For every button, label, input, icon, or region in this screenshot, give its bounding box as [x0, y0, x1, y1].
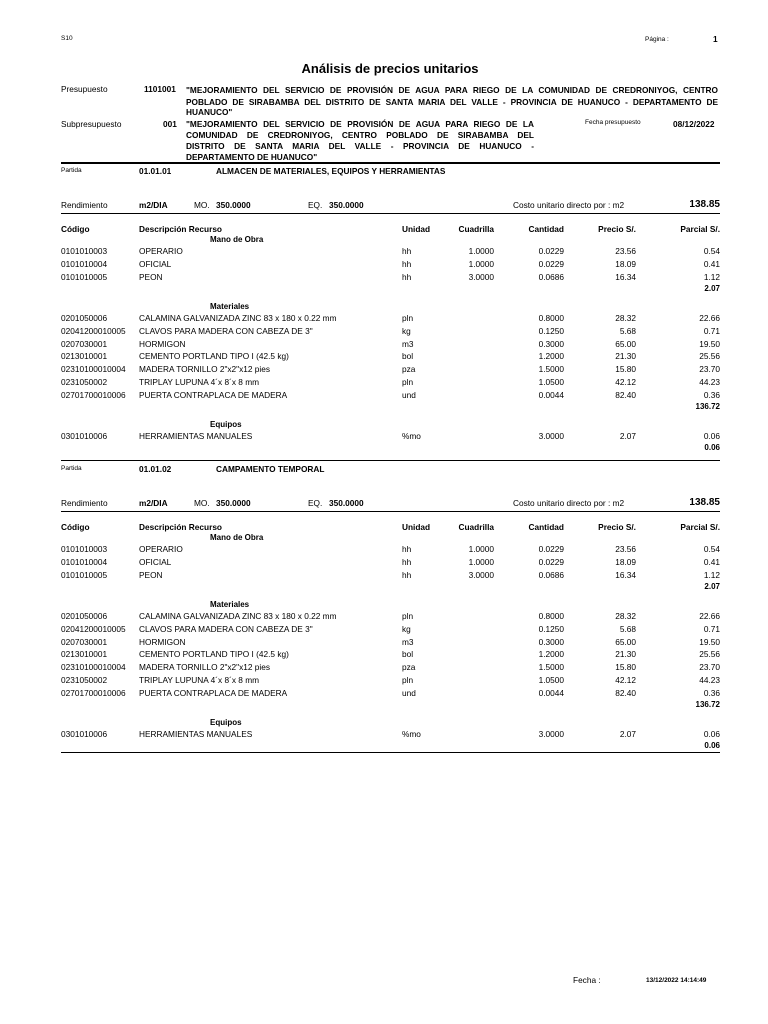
col-cuadrilla-header: Cuadrilla	[458, 224, 494, 234]
partida-code: 01.01.02	[139, 464, 172, 474]
fecha-label: Fecha :	[573, 975, 601, 985]
resource-parcial: 22.66	[699, 610, 720, 621]
table-row	[0, 675, 768, 687]
resource-code: 0101010005	[61, 271, 108, 282]
resource-code: 0213010001	[61, 649, 108, 660]
table-row	[0, 272, 768, 284]
resource-unit: kg	[402, 623, 411, 634]
col-unidad-header: Unidad	[402, 522, 431, 532]
page-number: 1	[713, 34, 718, 44]
resource-code: 02701700010006	[61, 390, 126, 401]
group-title: Mano de Obra	[210, 533, 264, 542]
group-subtotal: 136.72	[695, 402, 720, 411]
resource-description: PEON	[139, 271, 163, 282]
resource-precio: 18.09	[615, 258, 636, 269]
partida-top-rule	[61, 460, 720, 461]
resource-code: 02041200010005	[61, 325, 126, 336]
resource-cantidad: 0.8000	[538, 312, 564, 323]
resource-precio: 65.00	[615, 338, 636, 349]
resource-code: 0301010006	[61, 729, 108, 739]
resource-code: 0207030001	[61, 338, 108, 349]
resource-precio: 16.34	[615, 271, 636, 282]
resource-precio: 28.32	[615, 312, 636, 323]
table-row	[0, 688, 768, 700]
resource-code: 02041200010005	[61, 623, 126, 634]
resource-code: 02310100010004	[61, 364, 126, 375]
resource-parcial: 25.56	[699, 649, 720, 660]
fecha-value: 13/12/2022 14:14:49	[646, 977, 707, 984]
resource-code: 0231050002	[61, 675, 108, 686]
resource-cantidad: 1.0500	[538, 675, 564, 686]
costo-unitario-value: 138.85	[689, 199, 720, 210]
resource-parcial: 0.36	[703, 688, 720, 699]
resource-parcial: 22.66	[699, 312, 720, 323]
resource-unit: pln	[402, 675, 414, 686]
page-label: Página :	[645, 36, 669, 43]
col-cuadrilla-header: Cuadrilla	[458, 522, 494, 532]
resource-unit: und	[402, 390, 416, 401]
partida-top-rule	[61, 162, 720, 164]
resource-code: 0101010003	[61, 544, 108, 554]
resource-precio: 21.30	[615, 649, 636, 660]
resource-cantidad: 0.8000	[538, 610, 564, 621]
eq-value: 350.0000	[329, 200, 364, 210]
column-headers	[0, 522, 768, 534]
group-subtotal: 0.06	[704, 740, 720, 750]
resource-cantidad: 0.1250	[538, 325, 564, 336]
resource-code: 0101010003	[61, 246, 108, 256]
resource-cantidad: 0.0044	[538, 390, 564, 401]
table-row	[0, 390, 768, 402]
rendimiento-unit: m2/DIA	[139, 200, 168, 210]
resource-cantidad: 0.0229	[538, 258, 564, 269]
resource-cantidad: 0.1250	[538, 623, 564, 634]
resource-description: CEMENTO PORTLAND TIPO I (42.5 kg)	[139, 649, 289, 660]
subpresupuesto-code: 001	[163, 119, 177, 129]
resource-unit: hh	[402, 271, 412, 282]
resource-code: 0231050002	[61, 377, 108, 388]
resource-cuadrilla: 1.0000	[468, 246, 494, 256]
resource-cantidad: 1.5000	[538, 662, 564, 673]
resource-precio: 2.07	[619, 431, 636, 441]
resource-parcial: 44.23	[699, 377, 720, 388]
costo-unitario-label: Costo unitario directo por : m2	[513, 200, 625, 210]
resource-cantidad: 0.3000	[538, 338, 564, 349]
table-row	[0, 326, 768, 338]
resource-precio: 65.00	[615, 636, 636, 647]
costo-unitario-label: Costo unitario directo por : m2	[513, 498, 625, 508]
table-row	[0, 259, 768, 271]
group-title: Materiales	[210, 599, 250, 609]
subpresupuesto-line-2: COMUNIDAD DE CREDRONIYOG, CENTRO POBLADO DE SIRABAMBA DEL	[186, 130, 534, 140]
presupuesto-line-2: POBLADO DE SIRABAMBA DEL DISTRITO DE SANTA MARIA DEL VALLE - PROVINCIA DE HUANUCO - DEPARTAMENTO DE	[186, 97, 718, 107]
table-row	[0, 624, 768, 636]
resource-description: CLAVOS PARA MADERA CON CABEZA DE 3"	[139, 325, 313, 336]
resource-unit: bol	[402, 649, 414, 660]
group-subtotal: 2.07	[704, 283, 720, 293]
eq-label: EQ.	[308, 498, 323, 508]
resource-unit: hh	[402, 569, 412, 580]
resource-description: HORMIGON	[139, 636, 186, 647]
eq-value: 350.0000	[329, 498, 364, 508]
resource-description: PEON	[139, 569, 163, 580]
resource-description: HORMIGON	[139, 338, 186, 349]
mo-label: MO.	[194, 200, 210, 210]
resource-precio: 15.80	[615, 662, 636, 673]
resource-code: 0213010001	[61, 351, 108, 362]
resource-parcial: 0.71	[703, 325, 720, 336]
partida-label: Partida	[61, 465, 82, 472]
col-precio-header: Precio S/.	[598, 522, 636, 532]
resource-unit: bol	[402, 351, 414, 362]
resource-cantidad: 1.0500	[538, 377, 564, 388]
subpresupuesto-label: Subpresupuesto	[61, 119, 122, 129]
final-rule	[61, 752, 720, 753]
resource-precio: 15.80	[615, 364, 636, 375]
resource-code: 0101010004	[61, 258, 108, 269]
resource-description: HERRAMIENTAS MANUALES	[139, 729, 253, 739]
table-row	[0, 246, 768, 258]
table-row	[0, 729, 768, 741]
resource-description: CALAMINA GALVANIZADA ZINC 83 x 180 x 0.22 mm	[139, 312, 337, 323]
resource-precio: 23.56	[615, 246, 636, 256]
table-row	[0, 431, 768, 443]
resource-unit: pza	[402, 662, 416, 673]
resource-code: 02701700010006	[61, 688, 126, 699]
resource-code: 0301010006	[61, 431, 108, 441]
resource-unit: hh	[402, 544, 412, 554]
table-row	[0, 364, 768, 376]
group-subtotal: 0.06	[704, 442, 720, 452]
rendimiento-unit: m2/DIA	[139, 498, 168, 508]
resource-precio: 16.34	[615, 569, 636, 580]
col-cantidad-header: Cantidad	[528, 522, 564, 532]
resource-cuadrilla: 1.0000	[468, 258, 494, 269]
resource-description: TRIPLAY LUPUNA 4´x 8´x 8 mm	[139, 675, 260, 686]
resource-precio: 23.56	[615, 544, 636, 554]
col-codigo-header: Código	[61, 224, 90, 234]
fecha-presupuesto-label: Fecha presupuesto	[585, 119, 641, 126]
col-parcial-header: Parcial S/.	[680, 224, 720, 234]
resource-description: HERRAMIENTAS MANUALES	[139, 431, 253, 441]
resource-precio: 5.68	[619, 325, 636, 336]
resource-parcial: 44.23	[699, 675, 720, 686]
group-title: Equipos	[210, 718, 242, 727]
resource-parcial: 0.06	[703, 431, 720, 441]
rendimiento-rule	[61, 213, 720, 214]
rendimiento-label: Rendimiento	[61, 498, 108, 508]
presupuesto-code: 1101001	[144, 84, 176, 94]
resource-parcial: 1.12	[703, 569, 720, 580]
resource-precio: 42.12	[615, 377, 636, 388]
resource-description: PUERTA CONTRAPLACA DE MADERA	[139, 688, 288, 699]
rendimiento-label: Rendimiento	[61, 200, 108, 210]
resource-code: 02310100010004	[61, 662, 126, 673]
resource-unit: %mo	[402, 431, 421, 441]
resource-cantidad: 1.5000	[538, 364, 564, 375]
subpresupuesto-line-1: "MEJORAMIENTO DEL SERVICIO DE PROVISIÓN DE AGUA PARA RIEGO DE LA	[186, 119, 534, 129]
column-headers	[0, 224, 768, 236]
group-subtotal: 2.07	[704, 581, 720, 591]
table-row	[0, 611, 768, 623]
resource-description: OFICIAL	[139, 258, 172, 269]
table-row	[0, 649, 768, 661]
resource-precio: 82.40	[615, 390, 636, 401]
resource-precio: 82.40	[615, 688, 636, 699]
table-row	[0, 339, 768, 351]
col-precio-header: Precio S/.	[598, 224, 636, 234]
resource-precio: 21.30	[615, 351, 636, 362]
rendimiento-rule	[61, 511, 720, 512]
resource-cantidad: 1.2000	[538, 649, 564, 660]
col-unidad-header: Unidad	[402, 224, 431, 234]
eq-label: EQ.	[308, 200, 323, 210]
page-title: Análisis de precios unitarios	[301, 61, 479, 76]
table-row	[0, 351, 768, 363]
resource-description: CLAVOS PARA MADERA CON CABEZA DE 3"	[139, 623, 313, 634]
resource-parcial: 23.70	[699, 662, 720, 673]
resource-parcial: 0.54	[703, 246, 720, 256]
resource-description: TRIPLAY LUPUNA 4´x 8´x 8 mm	[139, 377, 260, 388]
resource-precio: 5.68	[619, 623, 636, 634]
resource-description: OPERARIO	[139, 544, 183, 554]
presupuesto-line-3: HUANUCO"	[186, 107, 233, 117]
resource-unit: pln	[402, 312, 414, 323]
table-row	[0, 313, 768, 325]
group-title: Materiales	[210, 301, 250, 311]
resource-cantidad: 0.0229	[538, 556, 564, 567]
group-title: Equipos	[210, 420, 242, 429]
resource-code: 0201050006	[61, 312, 108, 323]
col-cantidad-header: Cantidad	[528, 224, 564, 234]
resource-description: MADERA TORNILLO 2"x2"x12 pies	[139, 364, 271, 375]
costo-unitario-value: 138.85	[689, 497, 720, 508]
resource-unit: kg	[402, 325, 411, 336]
partida-name: CAMPAMENTO TEMPORAL	[216, 464, 325, 474]
resource-parcial: 19.50	[699, 338, 720, 349]
resource-cuadrilla: 3.0000	[468, 569, 494, 580]
resource-cantidad: 1.2000	[538, 351, 564, 362]
resource-cantidad: 0.0229	[538, 246, 564, 256]
partida-code: 01.01.01	[139, 166, 172, 176]
col-descripcion-header: Descripción Recurso	[139, 224, 222, 234]
resource-precio: 18.09	[615, 556, 636, 567]
table-row	[0, 662, 768, 674]
subpresupuesto-line-4: DEPARTAMENTO DE HUANUCO"	[186, 152, 318, 162]
resource-cantidad: 0.0229	[538, 544, 564, 554]
col-parcial-header: Parcial S/.	[680, 522, 720, 532]
resource-unit: hh	[402, 246, 412, 256]
resource-description: CALAMINA GALVANIZADA ZINC 83 x 180 x 0.22 mm	[139, 610, 337, 621]
table-row	[0, 570, 768, 582]
resource-unit: hh	[402, 258, 412, 269]
resource-code: 0201050006	[61, 610, 108, 621]
partida-label: Partida	[61, 167, 82, 174]
fecha-presupuesto: 08/12/2022	[673, 119, 715, 129]
resource-parcial: 25.56	[699, 351, 720, 362]
resource-description: OPERARIO	[139, 246, 183, 256]
resource-description: MADERA TORNILLO 2"x2"x12 pies	[139, 662, 271, 673]
resource-parcial: 0.41	[703, 258, 720, 269]
resource-description: CEMENTO PORTLAND TIPO I (42.5 kg)	[139, 351, 289, 362]
resource-cantidad: 0.0686	[538, 569, 564, 580]
presupuesto-line-1: "MEJORAMIENTO DEL SERVICIO DE PROVISIÓN DE AGUA PARA RIEGO DE LA COMUNIDAD DE CREDRONIYOG, CENTRO	[186, 85, 718, 95]
resource-unit: pln	[402, 610, 414, 621]
resource-cantidad: 0.3000	[538, 636, 564, 647]
table-row	[0, 557, 768, 569]
table-row	[0, 544, 768, 556]
resource-unit: pln	[402, 377, 414, 388]
resource-precio: 42.12	[615, 675, 636, 686]
resource-description: PUERTA CONTRAPLACA DE MADERA	[139, 390, 288, 401]
resource-parcial: 0.41	[703, 556, 720, 567]
table-row	[0, 377, 768, 389]
resource-unit: %mo	[402, 729, 421, 739]
resource-precio: 28.32	[615, 610, 636, 621]
group-subtotal: 136.72	[695, 700, 720, 709]
group-title: Mano de Obra	[210, 235, 264, 244]
system-label: S10	[61, 35, 73, 42]
resource-precio: 2.07	[619, 729, 636, 739]
resource-unit: hh	[402, 556, 412, 567]
resource-description: OFICIAL	[139, 556, 172, 567]
resource-cantidad: 0.0686	[538, 271, 564, 282]
partida-name: ALMACEN DE MATERIALES, EQUIPOS Y HERRAMIENTAS	[216, 166, 446, 176]
resource-cantidad: 3.0000	[538, 431, 564, 441]
col-codigo-header: Código	[61, 522, 90, 532]
col-descripcion-header: Descripción Recurso	[139, 522, 222, 532]
resource-parcial: 0.06	[703, 729, 720, 739]
resource-parcial: 23.70	[699, 364, 720, 375]
resource-cuadrilla: 3.0000	[468, 271, 494, 282]
resource-cuadrilla: 1.0000	[468, 556, 494, 567]
mo-value: 350.0000	[216, 200, 251, 210]
table-row	[0, 637, 768, 649]
resource-cantidad: 0.0044	[538, 688, 564, 699]
resource-unit: pza	[402, 364, 416, 375]
resource-unit: m3	[402, 338, 414, 349]
mo-value: 350.0000	[216, 498, 251, 508]
mo-label: MO.	[194, 498, 210, 508]
resource-code: 0101010005	[61, 569, 108, 580]
resource-parcial: 19.50	[699, 636, 720, 647]
resource-code: 0101010004	[61, 556, 108, 567]
resource-parcial: 0.71	[703, 623, 720, 634]
resource-code: 0207030001	[61, 636, 108, 647]
resource-unit: und	[402, 688, 416, 699]
presupuesto-label: Presupuesto	[61, 84, 108, 94]
resource-cuadrilla: 1.0000	[468, 544, 494, 554]
resource-parcial: 0.36	[703, 390, 720, 401]
subpresupuesto-line-3: DISTRITO DE SANTA MARIA DEL VALLE - PROVINCIA DE HUANUCO -	[186, 141, 534, 151]
resource-unit: m3	[402, 636, 414, 647]
resource-cantidad: 3.0000	[538, 729, 564, 739]
resource-parcial: 0.54	[703, 544, 720, 554]
resource-parcial: 1.12	[703, 271, 720, 282]
